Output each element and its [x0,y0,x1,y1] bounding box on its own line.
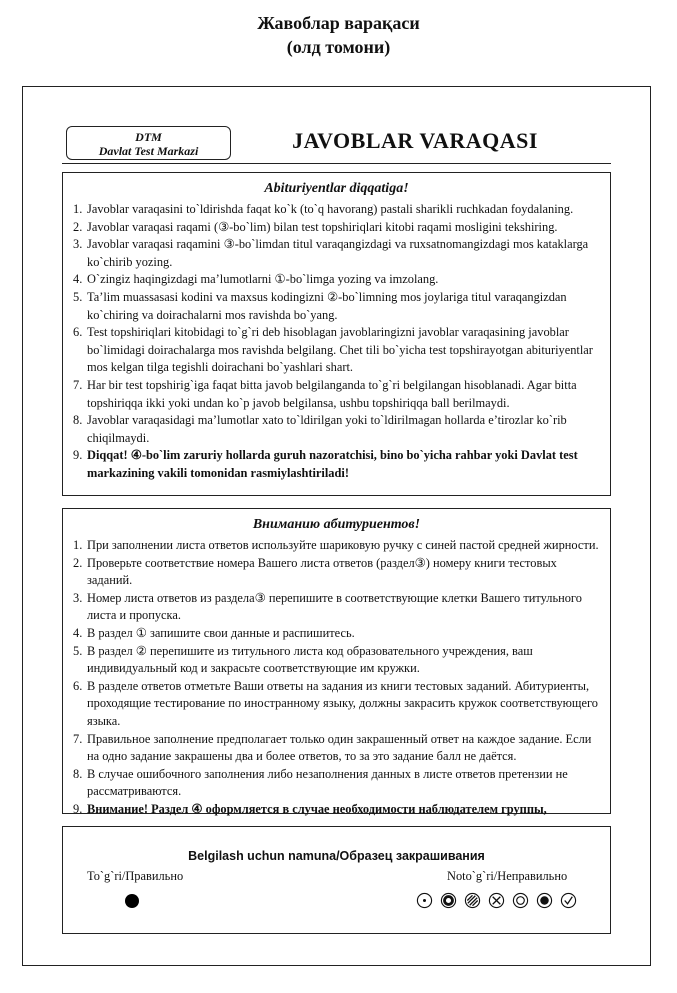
title-divider [62,163,611,164]
badge-abbrev: DTM [135,130,162,144]
rule-item: 6. В разделе ответов отметьте Ваши ответы на задания из книги тестовых заданий. Абитуриенты, проходящие тестирование по иностранному языку, должны закрасить кружок соответствующего языка. [73,678,598,728]
double-ring-icon [512,892,529,909]
rule-item-warning: 9. Diqqat! ④-bo`lim zaruriy hollarda guruh nazoratchisi, bino bo`yicha rahbar yoki Davlat test markazining vakili tomonidan rasmiylashtiriladi! [73,448,578,480]
badge-name: Davlat Test Markazi [98,144,199,158]
rule-item: 8. Javoblar varaqasidagi ma’lumotlar xato to`ldirilgan yoki to`ldirilmagan hollarda e’tirozlar ko`rib chiqilmaydi. [73,413,567,445]
filled-ring-icon [536,892,553,909]
rule-item: 1. Javoblar varaqasini to`ldirishda faqat ko`k (to`q havorang) pastali sharikli ruchkadan foydalaning. [73,202,574,216]
page-subtitle: (олд томони) [286,37,391,57]
page-title: Жавоблар варақаси [257,13,420,33]
dot-icon [416,892,433,909]
thick-ring-icon [440,892,457,909]
rule-item: 5. В раздел ② перепишите из титульного листа код образовательного учреждения, ваш индивидуальный код и закрасьте соответствующие им кружки. [73,643,533,676]
incorrect-label: Noto`g`ri/Неправильно [447,869,568,883]
rule-item: 3. Javoblar varaqasi raqamini ③-bo`limdan titul varaqangizdagi va ruxsatnomangizdagi mos kataklarga ko`chirib yozing. [73,237,589,269]
rule-item: 6. Test topshiriqlari kitobidagi to`g`ri deb hisoblagan javoblaringizni javoblar varaqasining javoblar bo`limidagi doirachalarga mos ravishda belgilang. Chet tili bo`yicha test topshirayotgan abituriyentlar mos kelgan tilga tegishli doirachani bo`yashlari shart. [73,325,593,375]
instructions-ru [62,508,611,814]
marking-sample-title: Belgilash uchun namuna/Образец закрашивания [188,849,485,863]
rule-item: 8. В случае ошибочного заполнения либо незаполнения данных в листе ответов претензии не рассматриваются. [73,766,568,799]
marking-sample [62,826,611,934]
filled-circle-icon [125,894,139,908]
hatched-icon [464,892,481,909]
rule-item: 5. Ta’lim muassasasi kodini va maxsus kodingizni ②-bo`limning mos joylariga titul varaqangizdan ko`chiring va doirachalarni mos ravishda bo`yang. [73,289,567,322]
rule-item-warning: 9. Внимание! Раздел ④ оформляется в случае необходимости наблюдателем группы, [73,801,547,816]
warning-lead: Внимание! [87,801,148,816]
cross-icon [488,892,505,909]
rule-item: 2. Javoblar varaqasi raqami (③-bo`lim) bilan test topshiriqlari kitobi raqami mosligini tekshiring. [73,219,558,234]
instructions-ru-heading: Вниманию абитуриентов! [252,517,421,532]
check-icon [560,892,577,909]
sheet-title: JAVOBLAR VARAQASI [292,128,538,153]
rule-item: 2. Проверьте соответствие номера Вашего листа ответов (раздел③) номеру книги тестовых заданий. [73,555,557,588]
rule-item: 7. Har bir test topshirig`iga faqat bitta javob belgilanganda to`g`ri belgilangan hisoblanadi. Agar bitta topshiriqqa ikki yoki undan ko`p javob belgilansa, ushbu topshiriqqa ball berilmaydi. [73,377,577,410]
instructions-uz [62,172,611,496]
instructions-uz-heading: Abituriyentlar diqqatiga! [264,181,409,196]
rule-item: 4. В раздел ① запишите свои данные и распишитесь. [73,625,355,640]
rule-item: 7. Правильное заполнение предполагает только один закрашенный ответ на каждое задание. Если на одно задание закрашены два и более ответов, то за это задание балл не даётся. [73,731,592,764]
rule-item: 3. Номер листа ответов из раздела③ перепишите в соответствующие клетки Вашего титульного листа и пропуска. [73,590,582,623]
correct-label: To`g`ri/Правильно [87,869,184,883]
rule-item: 4. O`zingiz haqingizdagi ma’lumotlarni ①-bo`limga yozing va imzolang. [73,272,439,287]
incorrect-marks [416,892,577,909]
dtm-badge [66,126,231,160]
rule-item: 1. При заполнении листа ответов используйте шариковую ручку с синей пастой средней жирности. [73,538,599,552]
